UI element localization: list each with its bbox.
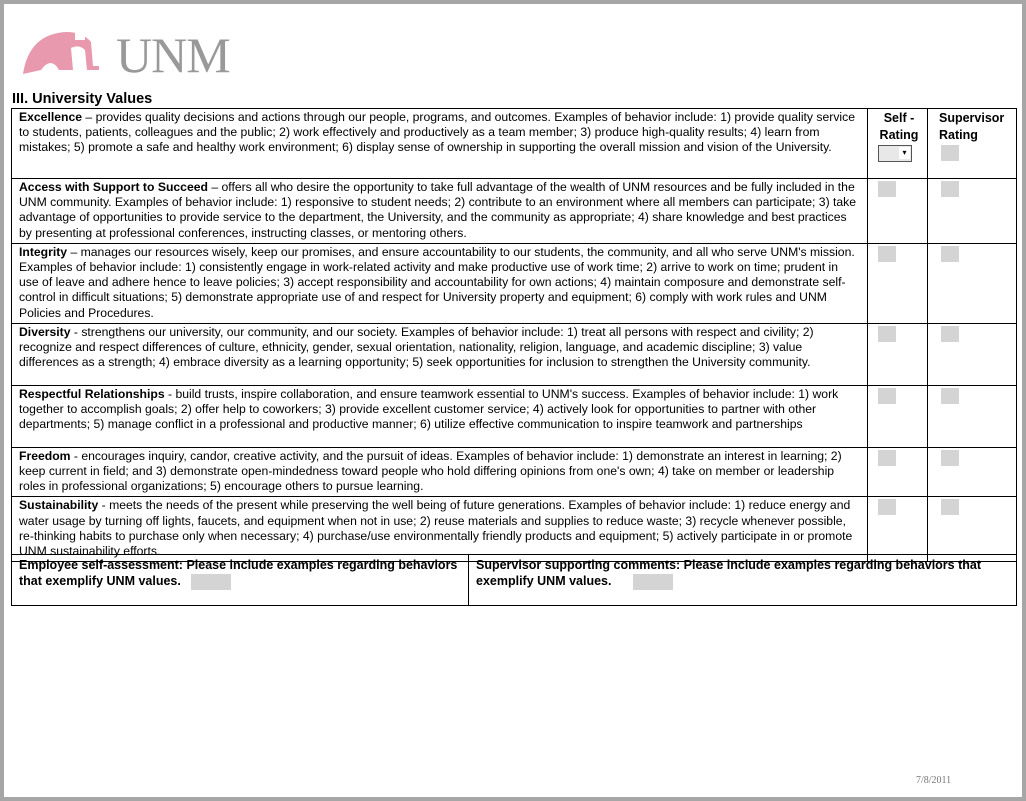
employee-comments-label: Employee self-assessment: Please include examples regarding behaviors that exemplify UNM values.	[19, 558, 458, 588]
employee-comments-cell	[12, 555, 469, 606]
self-rating-cell	[868, 179, 928, 244]
value-description	[12, 243, 868, 323]
supervisor-rating-cell	[928, 109, 1017, 179]
value-description	[12, 323, 868, 385]
value-row-excellence	[12, 109, 1017, 179]
unm-logo	[21, 26, 231, 81]
self-rating-field[interactable]	[878, 246, 896, 262]
value-row-sustainability	[12, 497, 1017, 562]
value-title: Excellence	[19, 110, 83, 124]
employee-comments-field[interactable]	[191, 574, 231, 590]
value-title: Freedom	[19, 448, 71, 463]
value-title: Access with Support to Succeed	[19, 180, 208, 194]
self-rating-field[interactable]	[878, 181, 896, 197]
self-rating-dropdown[interactable]	[878, 145, 912, 162]
value-title: Diversity	[19, 324, 71, 339]
value-text: – manages our resources wisely, keep our promises, and ensure accountability to our students, the community, and all who serve UNM's mission. Examples of behavior include: 1) consistently engage in work-related activity and make productive use of work time; 2) arrive to work on time; prudent in use of leave and adhere hence to leave policies; 3) accept responsibility and accountability for own actions; 4) maintain composure and demonstrate self-control in difficult situations; 5) demonstrate appropriate use of and respect for University property and equipment; 6) comply with work rules and UNM Policies and Procedures.	[19, 244, 855, 320]
value-title: Respectful Relationships	[19, 386, 165, 401]
supervisor-rating-field[interactable]	[941, 326, 959, 342]
self-rating-cell	[868, 385, 928, 447]
self-rating-header: Self - Rating	[879, 111, 919, 142]
supervisor-rating-field[interactable]	[941, 181, 959, 197]
supervisor-rating-cell	[928, 385, 1017, 447]
supervisor-rating-cell	[928, 323, 1017, 385]
value-row-respectful-relationships	[12, 385, 1017, 447]
supervisor-rating-field[interactable]	[941, 388, 959, 404]
comments-row	[12, 555, 1017, 606]
value-text: - build trusts, inspire collaboration, and ensure teamwork essential to UNM's success. Examples of behavior include: 1) work together to accomplish goals; 2) offer help to coworkers; 3) provide excellent customer service; 4) actively look for opportunities to partner with other departments; 5) manage conflict in a professional and productive manner; 6) utilize effective communication to inspire teamwork and partnerships	[19, 386, 839, 432]
comments-table	[11, 554, 1017, 606]
value-text: - meets the needs of the present while preserving the well being of future generations. Examples of behavior include: 1) reduce energy and water usage by turning off lights, faucets, and equipment when not in use; 2) reuse materials and supplies to reduce waste; 3) recycle whenever possible, re-thinking habits to purchase only when necessary; 4) purchase/use environmentally friendly products and equipment; 5) actively participate in or promote UNM sustainability efforts.	[19, 498, 853, 559]
self-rating-cell	[868, 323, 928, 385]
footer-date: 7/8/2011	[916, 775, 952, 786]
self-rating-cell	[868, 109, 928, 179]
section-title: III. University Values	[12, 91, 153, 107]
value-text: – provides quality decisions and actions through our people, programs, and outcomes. Examples of behavior include: 1) provide quality service to students, patients, colleagues and the public; 2) work effectively and productively as a team member; 3) produce high-quality results; 4) learn from mistakes; 5) promote a safe and healthy work environment; 6) display sense of ownership in supporting the overall mission and vision of the University.	[19, 110, 855, 155]
value-row-integrity	[12, 243, 1017, 323]
self-rating-cell	[868, 243, 928, 323]
supervisor-rating-field[interactable]	[941, 450, 959, 466]
unm-logo-text: UNM	[116, 27, 230, 83]
self-rating-cell	[868, 447, 928, 497]
chevron-down-icon[interactable]: ▾	[899, 147, 910, 159]
supervisor-rating-field[interactable]	[941, 246, 959, 262]
value-title: Sustainability	[19, 498, 99, 513]
supervisor-comments-field[interactable]	[633, 574, 673, 590]
value-text: - strengthens our university, our community, and our society. Examples of behavior include: 1) treat all persons with respect and civility; 2) recognize and respect differences of culture, ethnicity, gender, sexual orientation, nationality, religion, language, and academic discipline; 3) value differences as a strength; 4) embrace diversity as a learning opportunity; 5) seek opportunities for inclusion to strengthen the University community.	[19, 324, 814, 370]
value-text: - encourages inquiry, candor, creative activity, and the pursuit of ideas. Examples of behavior include: 1) demonstrate an interest in learning; 2) keep current in field; and 3) demonstrate open-mindedness toward people who hold differing opinions from one's own; 4) take on member or leadership roles in professional organizations; 5) encourage others to pursue learning.	[19, 448, 842, 494]
value-description	[12, 447, 868, 497]
value-description	[12, 497, 868, 562]
supervisor-rating-cell	[928, 179, 1017, 244]
supervisor-rating-cell	[928, 497, 1017, 562]
value-row-freedom	[12, 447, 1017, 497]
supervisor-rating-cell	[928, 447, 1017, 497]
supervisor-rating-cell	[928, 243, 1017, 323]
value-row-access	[12, 179, 1017, 244]
unm-logo-icon	[21, 26, 111, 78]
supervisor-comments-cell	[469, 555, 1017, 606]
value-description	[12, 385, 868, 447]
supervisor-comments-label: Supervisor supporting comments: Please include examples regarding behaviors that exemplify UNM values.	[476, 558, 981, 588]
value-title: Integrity	[19, 244, 68, 259]
value-row-diversity	[12, 323, 1017, 385]
supervisor-rating-field[interactable]	[941, 499, 959, 515]
supervisor-rating-field[interactable]	[941, 145, 959, 161]
self-rating-field[interactable]	[878, 388, 896, 404]
self-rating-cell	[868, 497, 928, 562]
value-description	[12, 179, 868, 244]
supervisor-rating-header: Supervisor Rating	[939, 111, 1005, 142]
value-description	[12, 109, 868, 179]
value-text: – offers all who desire the opportunity to take full advantage of the wealth of UNM resources and be fully included in the UNM community. Examples of behavior include: 1) responsive to student needs; 2) contribute to an environment where all members can participate; 3) take advantage of opportunities to provide service to the department, the University, and the community as appropriate; 4) share knowledge and best practices by presenting at professional conferences, instructing classes, or mentoring others.	[19, 180, 857, 240]
values-table	[11, 108, 1017, 562]
self-rating-field[interactable]	[878, 450, 896, 466]
self-rating-field[interactable]	[878, 326, 896, 342]
self-rating-field[interactable]	[878, 499, 896, 515]
